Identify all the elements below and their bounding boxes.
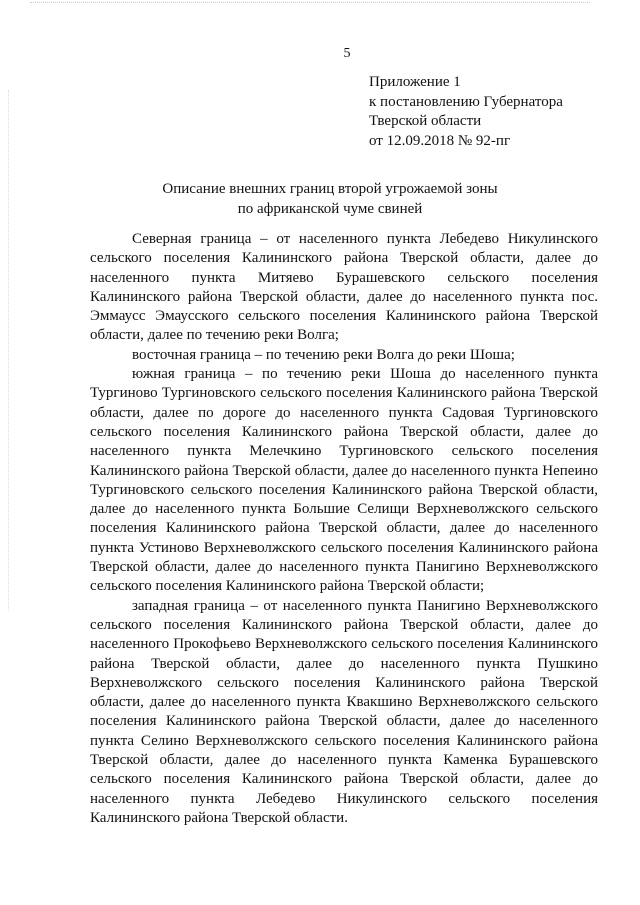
western-border-paragraph: западная граница – от населенного пункта Панигино Верхневолжского сельского поселения Калининского района Тверской области, далее до населенного Прокофьево Верхневолжского сельского поселения Калининского района Тверской области, далее до населенного пункта Пушкино Верхневолжского сельского поселения Калининского района Тверской области, далее до населенного пункта Квакшино Верхневолжского сельского поселения Калининского района Тверской области, далее до населенного пункта Селино Верхневолжского сельского поселения Калининского района Тверской области, далее до населенного пункта Каменка Бурашевского сельского поселения Калининского района Тверской области, далее до населенного пункта Лебедево Никулинского сельского поселения Калининского района Тверской области. [90,597,598,826]
appendix-line: Тверской области [369,113,482,129]
southern-border-paragraph: южная граница – по течению реки Шоша до населенного пункта Тургиново Тургиновского сельского поселения Калининского района Тверской области, далее по дороге до населенного пункта Садовая Тургиновского сельского поселения Калининского района Тверской области, далее до населенного пункта Мелечкино Тургиновского сельского поселения Калининского района Тверской области, далее до населенного пункта Непеино Тургиновского сельского поселения Калининского района Тверской области, далее до населенного пункта Большие Селищи Верхневолжского сельского поселения Калининского района Тверской области, далее до населенного пункта Устиново Верхневолжского сельского поселения Калининского района Тверской области, далее до населенного пункта Панигино Верхневолжского сельского поселения Калининского района Тверской области; [90,366,598,595]
appendix-block [369,73,563,151]
document-title [150,180,510,219]
title-line: по африканской чуме свиней [237,200,423,217]
appendix-line: от 12.09.2018 № 92-пг [369,132,511,149]
document-body [90,230,598,828]
page-number: 5 [343,46,351,61]
eastern-border-paragraph: восточная граница – по течению реки Волга до реки Шоша; [132,346,515,363]
scan-edge-artifact [30,2,590,7]
appendix-line: к постановлению Губернатора [369,93,563,110]
scan-margin-artifact [8,90,10,610]
title-line: Описание внешних границ второй угрожаемой зоны [162,181,498,197]
appendix-line: Приложение 1 [369,74,461,90]
northern-border-paragraph: Северная граница – от населенного пункта Лебедево Никулинского сельского поселения Калининского района Тверской области, далее до населенного пункта Митяево Бурашевского сельского поселения Калининского района Тверской области, далее до населенного пункта пос. Эммаусс Эмаусского сельского поселения Калининского района Тверской области, далее по течению реки Волга; [90,231,598,344]
